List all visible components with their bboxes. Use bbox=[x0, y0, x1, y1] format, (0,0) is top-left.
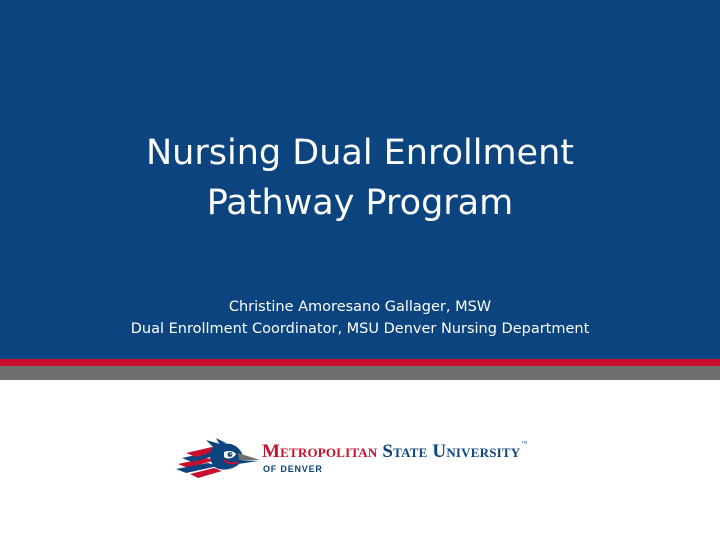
red-divider-stripe bbox=[0, 359, 720, 366]
logo-word-metropolitan: Metropolitan bbox=[262, 441, 378, 462]
logo-word-state-university: State University bbox=[382, 441, 521, 462]
logo-subline: OF DENVER bbox=[263, 464, 323, 474]
slide-title-line-1: Nursing Dual Enrollment bbox=[146, 133, 574, 173]
slide-title bbox=[0, 128, 720, 228]
presenter-name: Christine Amoresano Gallager, MSW bbox=[228, 299, 492, 315]
roadrunner-icon bbox=[176, 438, 260, 484]
logo-trademark: ™ bbox=[521, 441, 528, 447]
university-logo bbox=[176, 438, 556, 484]
presenter-role: Dual Enrollment Coordinator, MSU Denver Nursing Department bbox=[130, 321, 590, 337]
slide-title-line-2: Pathway Program bbox=[206, 183, 514, 223]
logo-wordmark bbox=[262, 441, 527, 463]
presenter-block bbox=[0, 296, 720, 340]
gray-divider-stripe bbox=[0, 366, 720, 380]
